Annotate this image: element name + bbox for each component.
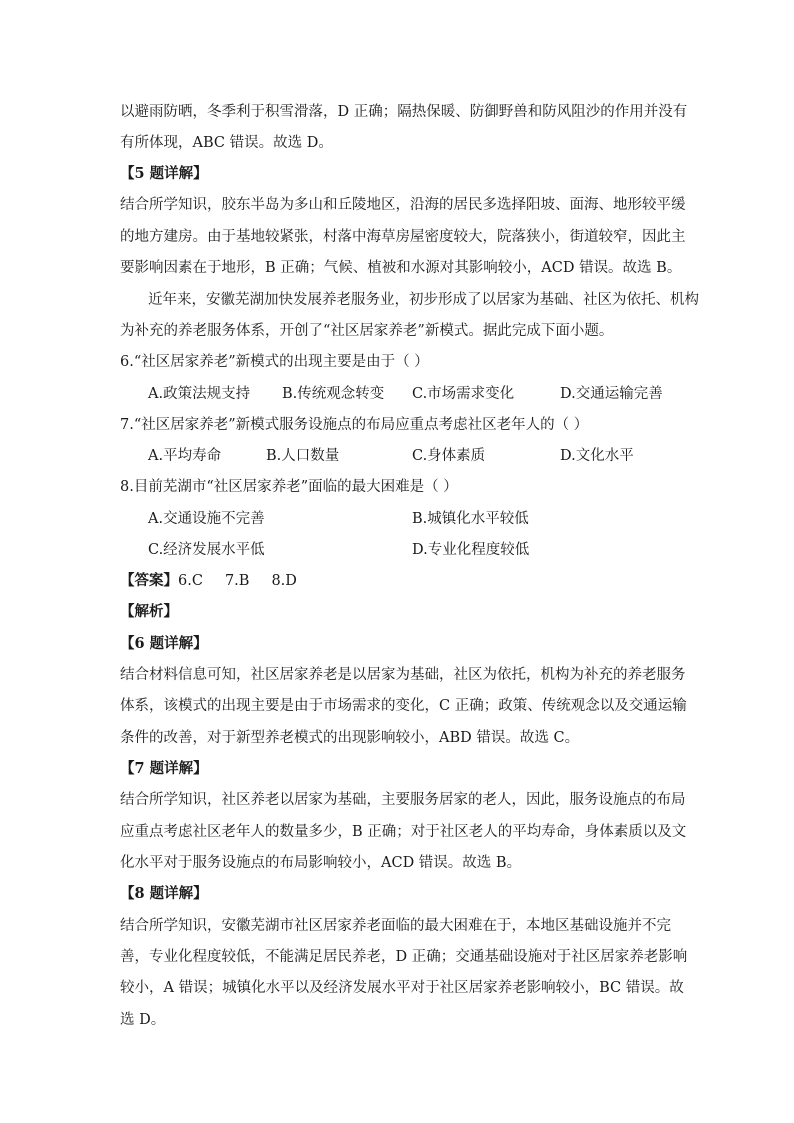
q7-stem: 7.“社区居家养老”新模式服务设施点的布局应重点考虑社区老年人的（ ） — [120, 417, 589, 433]
text-line: 选 D。 — [120, 1012, 166, 1028]
text-line: 善，专业化程度较低，不能满足居民养老，D 正确；交通基础设施对于社区居家养老影响 — [120, 949, 688, 965]
q6-option-d: D.交通运输完善 — [560, 386, 663, 402]
q5-header: 【5 题详解】 — [120, 165, 208, 182]
q8-option-d: D.专业化程度较低 — [412, 542, 530, 558]
q7-header: 【7 题详解】 — [120, 760, 208, 777]
q8-option-b: B.城镇化水平较低 — [412, 511, 529, 527]
q7-option-d: D.文化水平 — [560, 448, 634, 464]
material-line: 为补充的养老服务体系，开创了“社区居家养老”新模式。据此完成下面小题。 — [120, 323, 614, 339]
q8-header: 【8 题详解】 — [120, 885, 208, 902]
answer-item: 8.D — [271, 573, 297, 589]
text-line: 化水平对于服务设施点的布局影响较小，ACD 错误。故选 B。 — [120, 855, 522, 871]
q6-option-a: A.政策法规支持 — [148, 386, 251, 402]
text-line: 有所体现，ABC 错误。故选 D。 — [120, 135, 333, 151]
q6-header: 【6 题详解】 — [120, 635, 208, 652]
answer-item: 7.B — [224, 573, 250, 589]
text-line: 较小，A 错误；城镇化水平以及经济发展水平对于社区居家养老影响较小，BC 错误。故 — [120, 980, 684, 996]
q6-stem: 6.“社区居家养老”新模式的出现主要是由于（ ） — [120, 354, 429, 370]
text-line: 的地方建房。由于基地较紧张，村落中海草房屋密度较大，院落狭小，街道较窄，因此主 — [120, 229, 686, 245]
q6-option-c: C.市场需求变化 — [412, 386, 515, 402]
q8-option-c: C.经济发展水平低 — [148, 542, 265, 558]
q7-option-b: B.人口数量 — [266, 448, 340, 464]
answer-label: 【答案】 — [120, 572, 178, 589]
text-line: 结合所学知识，胶东半岛为多山和丘陵地区，沿海的居民多选择阳坡、面海、地形较平缓 — [120, 197, 686, 213]
text-line: 结合所学知识，社区养老以居家为基础，主要服务居家的老人，因此，服务设施点的布局 — [120, 792, 686, 808]
analysis-label: 【解析】 — [120, 603, 178, 620]
material-line: 近年来，安徽芜湖加快发展养老服务业，初步形成了以居家为基础、社区为依托、机构 — [148, 292, 699, 308]
text-line: 要影响因素在于地形，B 正确；气候、植被和水源对其影响较小，ACD 错误。故选 B。 — [120, 260, 682, 276]
text-line: 条件的改善，对于新型养老模式的出现影响较小，ABD 错误。故选 C。 — [120, 730, 580, 746]
q6-option-b: B.传统观念转变 — [282, 386, 385, 402]
text-line: 应重点考虑社区老年人的数量多少，B 正确；对于社区老人的平均寿命，身体素质以及文 — [120, 824, 687, 840]
text-line: 结合所学知识，安徽芜湖市社区居家养老面临的最大困难在于，本地区基础设施并不完 — [120, 918, 671, 934]
text-line: 以避雨防晒，冬季利于积雪滑落，D 正确；隔热保暖、防御野兽和防风阻沙的作用并没有 — [120, 104, 688, 120]
q8-option-a: A.交通设施不完善 — [148, 511, 265, 527]
q7-option-a: A.平均寿命 — [148, 448, 222, 464]
answer-item: 6.C — [178, 573, 203, 589]
q8-stem: 8.目前芜湖市“社区居家养老”面临的最大困难是（ ） — [120, 479, 458, 495]
text-line: 结合材料信息可知，社区居家养老是以居家为基础，社区为依托，机构为补充的养老服务 — [120, 667, 686, 683]
answer-line — [120, 571, 680, 591]
text-line: 体系，该模式的出现主要是由于市场需求的变化，C 正确；政策、传统观念以及交通运输 — [120, 698, 687, 714]
q7-option-c: C.身体素质 — [412, 448, 486, 464]
